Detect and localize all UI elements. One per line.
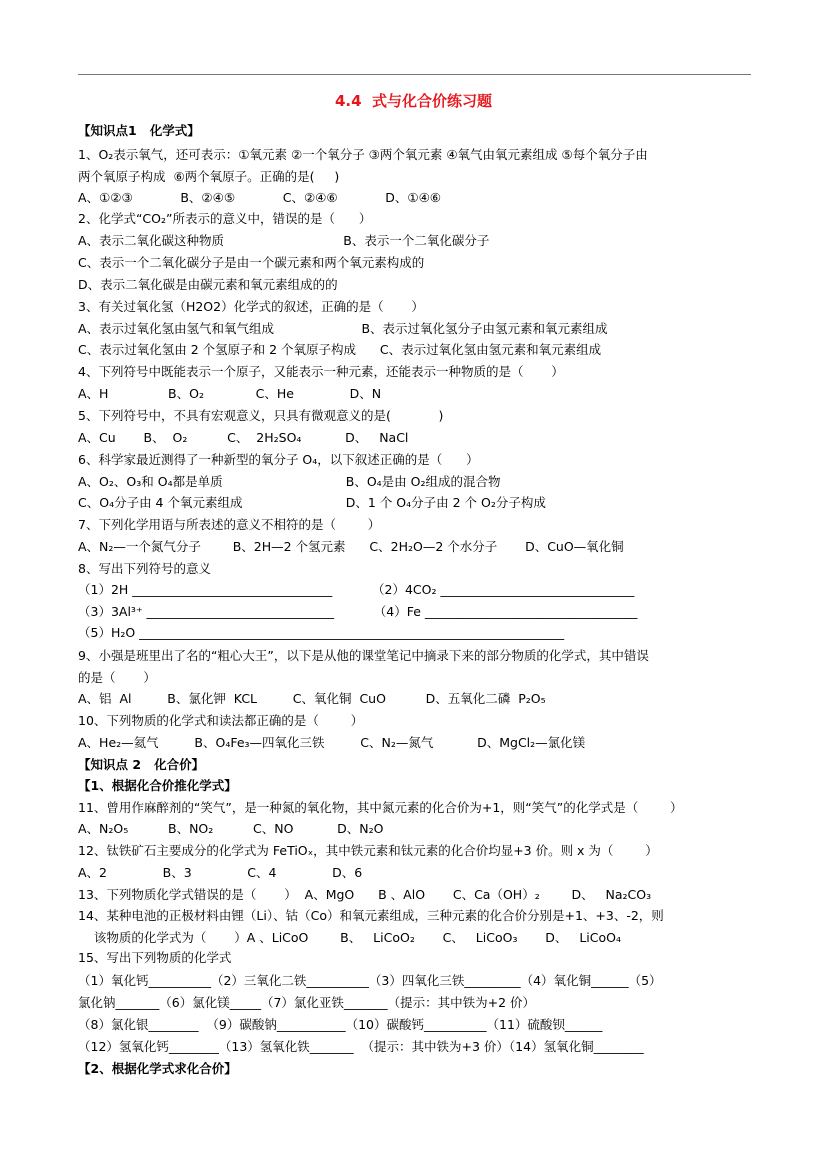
text-line: 5、下列符号中，不具有宏观意义，只具有微观意义的是( ) xyxy=(78,408,444,423)
text-line: 两个氧原子构成 ⑥两个氧原子。正确的是( ) xyxy=(78,169,340,184)
text-line: A、2 B、3 C、4 D、6 xyxy=(78,865,363,880)
text-line: 9、小强是班里出了名的“粗心大王”，以下是从他的课堂笔记中摘录下来的部分物质的化学式，其中错误 xyxy=(78,648,649,663)
text-line: 13、下列物质化学式错误的是（ ） A、MgO B 、AlO C、Ca（OH）₂ D、 Na₂CO₃ xyxy=(78,887,652,902)
text-line: （1）2H ________________________________ （2）4CO₂ _______________________________ xyxy=(78,582,635,597)
text-line: A、H B、O₂ C、He D、N xyxy=(78,386,382,401)
page-title: 4.4 式与化合价练习题 xyxy=(334,92,493,110)
text-line: 15、写出下列物质的化学式 xyxy=(78,950,232,965)
text-line: 11、曾用作麻醉剂的“笑气”，是一种氮的氧化物，其中氮元素的化合价为+1，则“笑气”的化学式是（ ） xyxy=(78,800,683,815)
section-heading: 【2、根据化学式求化合价】 xyxy=(78,1061,237,1076)
text-line: A、①②③ B、②④⑤ C、②④⑥ D、①④⑥ xyxy=(78,190,441,205)
text-line: A、He₂—氦气 B、O₄Fe₃—四氧化三铁 C、N₂—氮气 D、MgCl₂—氯化镁 xyxy=(78,735,586,750)
text-line: 6、科学家最近测得了一种新型的氧分子 O₄，以下叙述正确的是（ ） xyxy=(78,452,479,467)
text-line: 2、化学式“CO₂”所表示的意义中，错误的是（ ） xyxy=(78,211,372,226)
section-heading: 【知识点1 化学式】 xyxy=(78,123,200,138)
text-line: 7、下列化学用语与所表述的意义不相符的是（ ） xyxy=(78,517,381,532)
text-line: （1）氧化钙__________（2）三氧化二铁__________（3）四氧化三铁_________（4）氧化铜______（5） xyxy=(78,973,662,988)
text-line: 该物质的化学式为（ ）A 、LiCoO B、 LiCoO₂ C、 LiCoO₃ D、 LiCoO₄ xyxy=(78,930,621,945)
text-line: A、铝 Al B、氯化钾 KCL C、氧化铜 CuO D、五氧化二磷 P₂O₅ xyxy=(78,691,546,706)
text-line: 14、某种电池的正极材料由锂（Li）、钴（Co）和氧元素组成，三种元素的化合价分别是+1、+3、-2，则 xyxy=(78,908,664,923)
section-heading: 【1、根据化合价推化学式】 xyxy=(78,778,237,793)
text-line: A、表示过氧化氢由氢气和氧气组成 B、表示过氧化氢分子由氢元素和氧元素组成 xyxy=(78,321,608,336)
text-line: （5）H₂O ____________________________________________________________________ xyxy=(78,625,565,640)
text-line: 的是（ ） xyxy=(78,670,156,685)
text-line: 3、有关过氧化氢（H2O2）化学式的叙述，正确的是（ ） xyxy=(78,299,424,314)
text-line: 4、下列符号中既能表示一个原子，又能表示一种元素，还能表示一种物质的是（ ） xyxy=(78,364,564,379)
header-rule xyxy=(78,74,751,75)
text-line: （12）氢氧化钙________（13）氢氧化铁_______ （提示：其中铁为+3 价）（14）氢氧化铜________ xyxy=(78,1039,644,1054)
text-line: （8）氯化银________ （9）碳酸钠___________（10）碳酸钙__________（11）硫酸钡______ xyxy=(78,1017,603,1032)
text-line: A、N₂O₅ B、NO₂ C、NO D、N₂O xyxy=(78,821,384,836)
text-line: 10、下列物质的化学式和读法都正确的是（ ） xyxy=(78,713,364,728)
text-line: 8、写出下列符号的意义 xyxy=(78,561,211,576)
text-line: A、表示二氧化碳这种物质 B、表示一个二氧化碳分子 xyxy=(78,233,490,248)
text-line: C、O₄分子由 4 个氧元素组成 D、1 个 O₄分子由 2 个 O₂分子构成 xyxy=(78,495,546,510)
text-line: C、表示一个二氧化碳分子是由一个碳元素和两个氧元素构成的 xyxy=(78,255,425,270)
section-heading: 【知识点 2 化合价】 xyxy=(78,757,205,772)
text-line: A、O₂、O₃和 O₄都是单质 B、O₄是由 O₂组成的混合物 xyxy=(78,474,501,489)
text-line: 氯化钠_______（6）氯化镁_____（7）氯化亚铁_______（提示：其中铁为+2 价） xyxy=(78,995,536,1010)
text-line: D、表示二氧化碳是由碳元素和氧元素组成的的 xyxy=(78,277,338,292)
text-line: 12、钛铁矿石主要成分的化学式为 FeTiOₓ，其中铁元素和钛元素的化合价均显+3 价。则 x 为（ ） xyxy=(78,843,658,858)
text-line: （3）3Al³⁺ ______________________________ （4）Fe __________________________________ xyxy=(78,604,638,619)
text-line: A、N₂—一个氮气分子 B、2H—2 个氢元素 C、2H₂O—2 个水分子 D、CuO—氧化铜 xyxy=(78,539,624,554)
text-line: A、Cu B、 O₂ C、 2H₂SO₄ D、 NaCl xyxy=(78,430,409,445)
text-line: C、表示过氧化氢由 2 个氢原子和 2 个氧原子构成 C、表示过氧化氢由氢元素和氧元素组成 xyxy=(78,342,602,357)
text-line: 1、O₂表示氧气，还可表示：①氧元素 ②一个氧分子 ③两个氧元素 ④氧气由氧元素组成 ⑤每个氧分子由 xyxy=(78,147,648,162)
